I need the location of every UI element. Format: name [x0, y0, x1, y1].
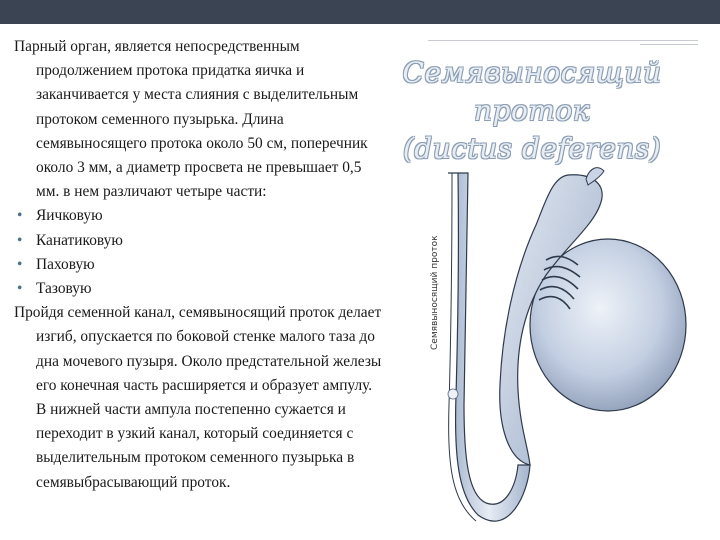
list-item: • Тазовую	[14, 277, 382, 301]
title-line-1: Семявыносящий проток	[402, 56, 662, 127]
decorative-line	[640, 44, 698, 45]
parts-list	[14, 204, 382, 301]
ductus-deferens-illustration	[418, 165, 688, 537]
intro-paragraph: Парный орган, является непосредственным продолжением протока придатка яичка и заканчивается у места слияния с выделительным протоком семенного пузырька. Длина семявыносящего протока около 50 см, поперечник около 3 мм, а диаметр просвета не превышает 0,5 мм. в нем различают четыре части:	[14, 38, 368, 201]
list-item: • Канатиковую	[14, 229, 382, 253]
decorative-line	[428, 40, 698, 41]
outro-paragraph: Пройдя семенной канал, семявыносящий проток делает изгиб, опускается по боковой стенке малого таза до дна мочевого пузыря. Около предстательной железы его конечная часть расширяется и образует ампулу. В нижней части ампула постепенно сужается и переходит в узкий канал, который соединяется с выделительным протоком семенного пузырька в семявыбрасывающий проток.	[14, 304, 382, 491]
header-bar	[0, 0, 720, 24]
list-item: • Яичковую	[14, 204, 382, 228]
slide-body	[14, 35, 382, 495]
list-item: • Паховую	[14, 253, 382, 277]
small-nodule	[448, 389, 458, 399]
illustration-label: Семявыносящий проток	[430, 235, 440, 350]
slide-title	[352, 54, 712, 168]
title-line-2: (ductus deferens)	[402, 132, 662, 165]
